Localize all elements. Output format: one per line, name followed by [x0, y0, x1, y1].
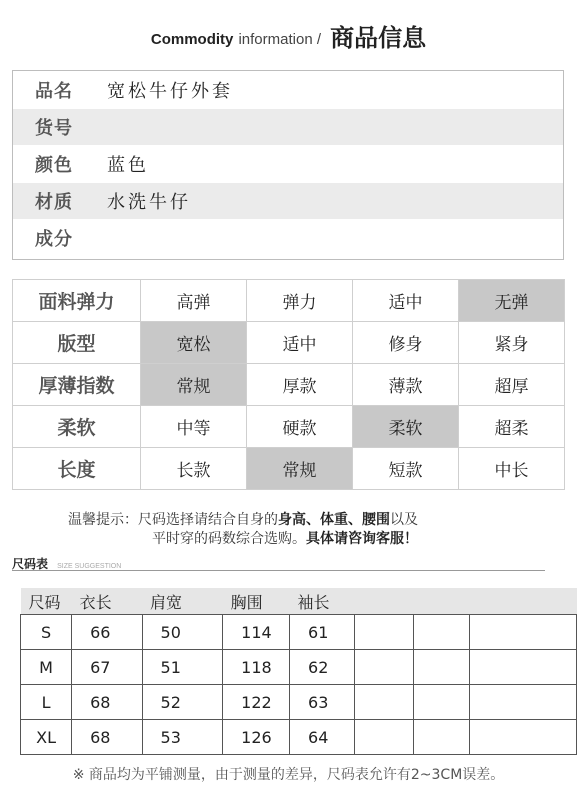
size-header-cell: [469, 588, 576, 615]
size-header-cell: 胸围: [223, 588, 290, 615]
attribute-option: 弹力: [247, 280, 353, 322]
tip-line2-plain: 平时穿的码数综合选购。: [152, 531, 306, 547]
size-value-cell: 68: [72, 685, 142, 720]
info-label: 货号: [35, 118, 73, 139]
size-value-cell: [469, 650, 576, 685]
size-header-cell: 袖长: [290, 588, 355, 615]
size-value-cell: 63: [290, 685, 355, 720]
tip-line-1: [68, 511, 418, 530]
header-en-light: information /: [238, 31, 322, 48]
attribute-row: [13, 406, 565, 448]
size-label-cell: S: [21, 615, 72, 650]
tip-bold-1: 身高、体重、腰围: [278, 512, 390, 528]
size-value-cell: 64: [290, 720, 355, 755]
info-row-material: [13, 183, 563, 219]
size-value-cell: [469, 685, 576, 720]
size-value-cell: 61: [290, 615, 355, 650]
size-label-cell: XL: [21, 720, 72, 755]
size-value-cell: 62: [290, 650, 355, 685]
attribute-option: 厚款: [247, 364, 353, 406]
size-header-cell: 尺码: [21, 588, 72, 615]
size-value-cell: 122: [223, 685, 290, 720]
attribute-option: 超柔: [459, 406, 565, 448]
size-value-cell: [355, 720, 414, 755]
header-en-bold: Commodity: [150, 31, 234, 48]
size-row: [21, 650, 577, 685]
size-section-title: [12, 553, 545, 571]
attribute-label: 版型: [13, 322, 141, 364]
info-row-item-no: [13, 109, 563, 145]
size-value-cell: 53: [142, 720, 223, 755]
info-label: 材质: [35, 192, 73, 213]
size-row: [21, 685, 577, 720]
size-header-cell: 衣长: [72, 588, 142, 615]
size-header-cell: 肩宽: [142, 588, 223, 615]
measurement-footnote: ※ 商品均为平铺测量，由于测量的差异，尺码表允许有2~3CM误差。: [72, 767, 505, 783]
info-label: 颜色: [35, 155, 73, 176]
size-value-cell: [469, 615, 576, 650]
attributes-table: [12, 279, 565, 490]
size-label-cell: L: [21, 685, 72, 720]
attribute-option-selected: 宽松: [141, 322, 247, 364]
tip-line-2: [68, 530, 418, 549]
attribute-option: 修身: [353, 322, 459, 364]
attribute-label: 厚薄指数: [13, 364, 141, 406]
product-info-box: [12, 70, 564, 260]
info-label: 成分: [35, 229, 73, 250]
attribute-option: 薄款: [353, 364, 459, 406]
size-header-cell: [414, 588, 469, 615]
attribute-option-selected: 无弹: [459, 280, 565, 322]
attribute-option: 硬款: [247, 406, 353, 448]
attribute-option: 长款: [141, 448, 247, 490]
info-label: 品名: [35, 81, 73, 102]
size-value-cell: 114: [223, 615, 290, 650]
attribute-option: 适中: [353, 280, 459, 322]
size-value-cell: 118: [223, 650, 290, 685]
size-tip: [68, 511, 418, 549]
info-value: 蓝色: [107, 155, 149, 176]
size-value-cell: [355, 615, 414, 650]
size-value-cell: 50: [142, 615, 223, 650]
size-value-cell: 66: [72, 615, 142, 650]
attribute-option-selected: 常规: [247, 448, 353, 490]
attribute-option-selected: 常规: [141, 364, 247, 406]
attribute-row: [13, 322, 565, 364]
size-value-cell: [414, 650, 469, 685]
size-value-cell: 126: [223, 720, 290, 755]
size-value-cell: 52: [142, 685, 223, 720]
size-value-cell: 67: [72, 650, 142, 685]
attribute-option: 适中: [247, 322, 353, 364]
tip-mid: 以及: [390, 512, 418, 528]
size-table-header: [21, 588, 577, 615]
attribute-option: 短款: [353, 448, 459, 490]
size-value-cell: 68: [72, 720, 142, 755]
size-value-cell: [414, 720, 469, 755]
attribute-label: 长度: [13, 448, 141, 490]
size-title-cn: 尺码表: [12, 557, 49, 571]
size-header-cell: [355, 588, 414, 615]
attribute-row: [13, 364, 565, 406]
size-value-cell: [355, 650, 414, 685]
info-row-name: [13, 72, 563, 108]
info-value: 宽松牛仔外套: [107, 81, 233, 102]
size-value-cell: [414, 615, 469, 650]
info-row-color: [13, 146, 563, 182]
size-value-cell: [414, 685, 469, 720]
size-value-cell: [355, 685, 414, 720]
attribute-row: [13, 280, 565, 322]
info-value: 水洗牛仔: [107, 192, 191, 213]
attribute-option: 中长: [459, 448, 565, 490]
tip-line2-bold: 具体请咨询客服！: [306, 531, 418, 547]
attribute-label: 面料弹力: [13, 280, 141, 322]
size-label-cell: M: [21, 650, 72, 685]
attribute-row: [13, 448, 565, 490]
attribute-label: 柔软: [13, 406, 141, 448]
attribute-option: 高弹: [141, 280, 247, 322]
size-value-cell: [469, 720, 576, 755]
size-row: [21, 615, 577, 650]
size-row: [21, 720, 577, 755]
tip-prefix: 温馨提示：尺码选择请结合自身的: [68, 512, 278, 528]
attribute-option: 中等: [141, 406, 247, 448]
size-title-en: SIZE SUGGESTION: [57, 563, 122, 570]
attribute-option: 超厚: [459, 364, 565, 406]
size-table: [20, 588, 577, 755]
info-row-composition: [13, 220, 563, 256]
size-value-cell: 51: [142, 650, 223, 685]
header-cn-title: 商品信息: [330, 24, 427, 52]
attribute-option-selected: 柔软: [353, 406, 459, 448]
attribute-option: 紧身: [459, 322, 565, 364]
section-header: [0, 18, 577, 53]
